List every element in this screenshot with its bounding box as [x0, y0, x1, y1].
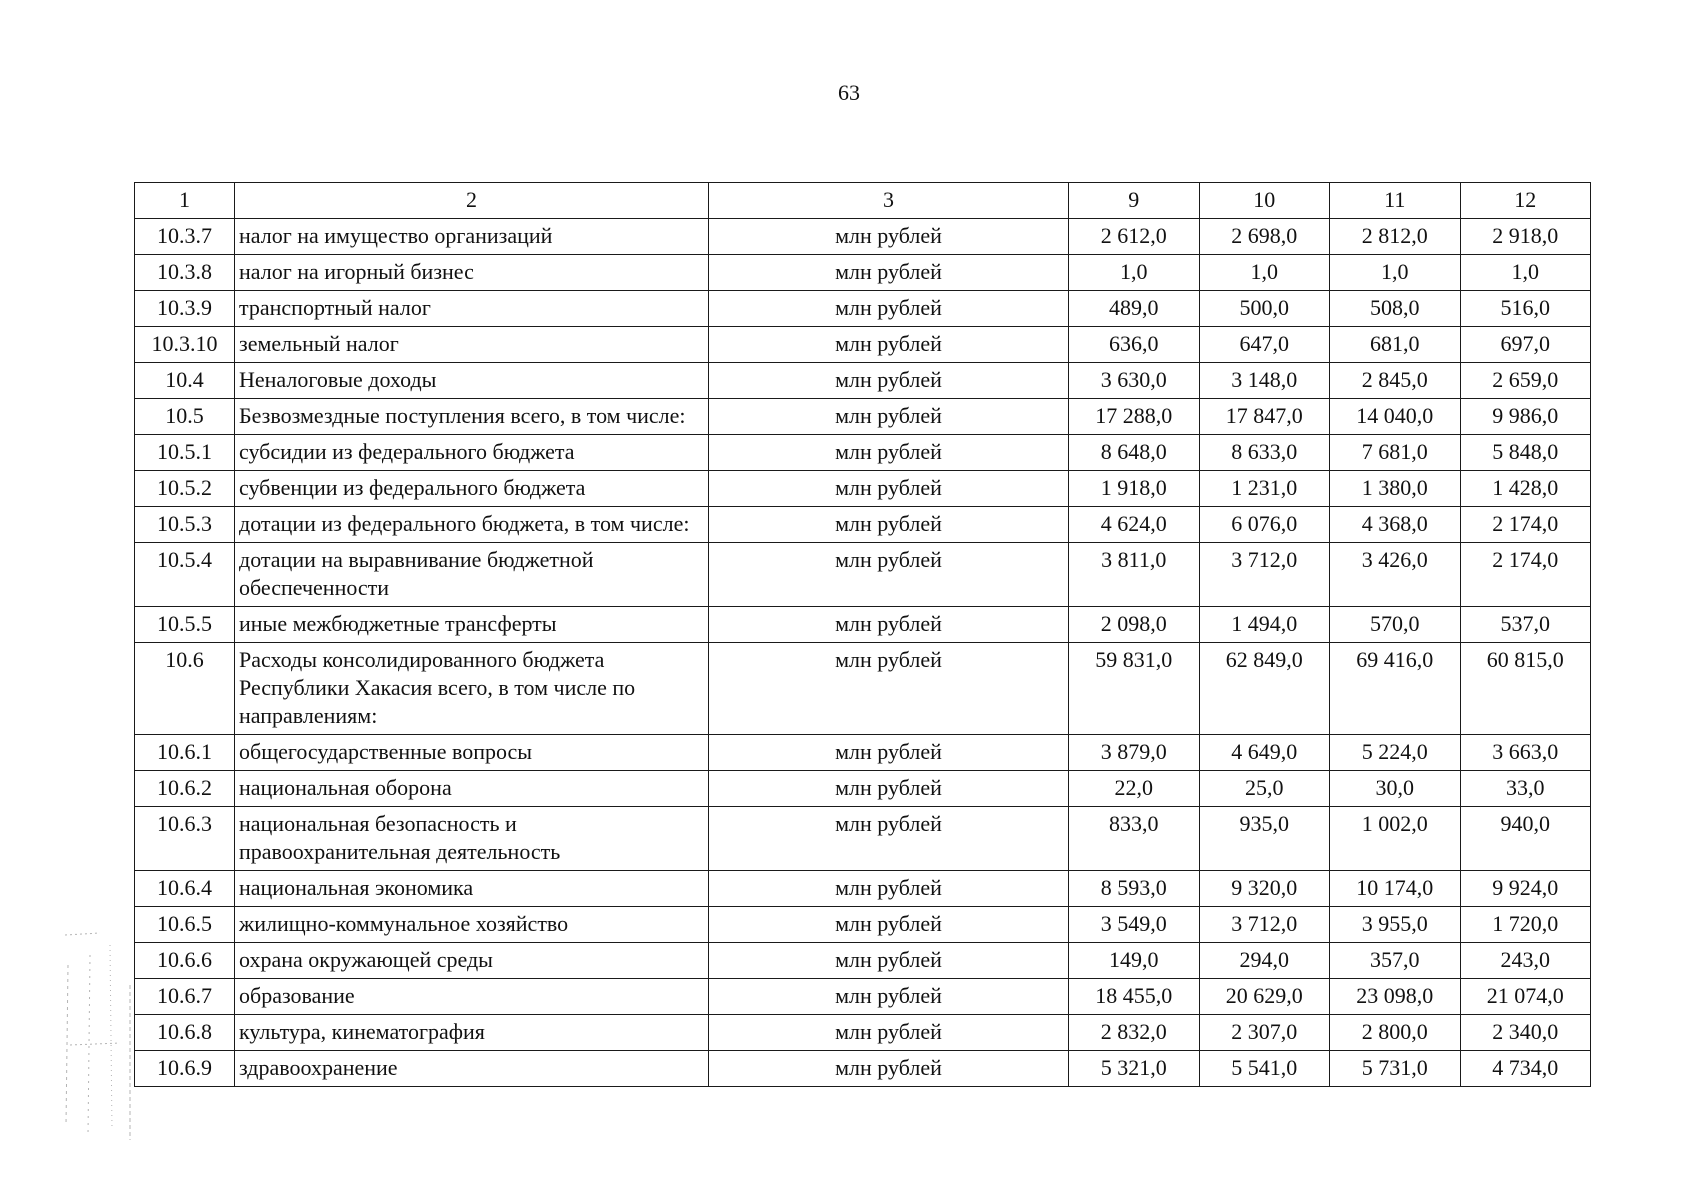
value-col-10-cell: 62 849,0 [1199, 643, 1330, 735]
value-col-9-cell: 489,0 [1069, 291, 1200, 327]
row-number-cell: 10.6.3 [135, 807, 235, 871]
value-col-11-cell: 508,0 [1330, 291, 1461, 327]
row-name-cell: иные межбюджетные трансферты [235, 607, 709, 643]
row-number-cell: 10.5 [135, 399, 235, 435]
value-col-10-cell: 2 307,0 [1199, 1015, 1330, 1051]
value-col-11-cell: 2 845,0 [1330, 363, 1461, 399]
value-col-10-cell: 9 320,0 [1199, 871, 1330, 907]
table-row [135, 543, 1591, 607]
value-col-10-cell: 25,0 [1199, 771, 1330, 807]
row-number-cell: 10.6.1 [135, 735, 235, 771]
row-unit-cell: млн рублей [709, 255, 1069, 291]
table-row [135, 771, 1591, 807]
value-col-11-cell: 14 040,0 [1330, 399, 1461, 435]
row-name-cell: субвенции из федерального бюджета [235, 471, 709, 507]
value-col-9-cell: 4 624,0 [1069, 507, 1200, 543]
value-col-10-cell: 5 541,0 [1199, 1051, 1330, 1087]
value-col-11-cell: 1 380,0 [1330, 471, 1461, 507]
value-col-12-cell: 21 074,0 [1460, 979, 1591, 1015]
value-col-11-cell: 30,0 [1330, 771, 1461, 807]
row-unit-cell: млн рублей [709, 607, 1069, 643]
value-col-12-cell: 243,0 [1460, 943, 1591, 979]
value-col-9-cell: 833,0 [1069, 807, 1200, 871]
row-name-cell: дотации на выравнивание бюджетной обеспеченности [235, 543, 709, 607]
value-col-11-cell: 69 416,0 [1330, 643, 1461, 735]
value-col-11-cell: 10 174,0 [1330, 871, 1461, 907]
value-col-10-cell: 3 148,0 [1199, 363, 1330, 399]
value-col-9-cell: 3 879,0 [1069, 735, 1200, 771]
row-unit-cell: млн рублей [709, 643, 1069, 735]
value-col-12-cell: 3 663,0 [1460, 735, 1591, 771]
header-col-10: 10 [1199, 183, 1330, 219]
value-col-12-cell: 697,0 [1460, 327, 1591, 363]
value-col-11-cell: 2 812,0 [1330, 219, 1461, 255]
row-unit-cell: млн рублей [709, 327, 1069, 363]
table-body [135, 219, 1591, 1087]
value-col-9-cell: 8 593,0 [1069, 871, 1200, 907]
row-unit-cell: млн рублей [709, 735, 1069, 771]
value-col-11-cell: 3 955,0 [1330, 907, 1461, 943]
row-name-cell: образование [235, 979, 709, 1015]
value-col-9-cell: 1 918,0 [1069, 471, 1200, 507]
value-col-12-cell: 2 174,0 [1460, 507, 1591, 543]
row-unit-cell: млн рублей [709, 219, 1069, 255]
value-col-12-cell: 1 720,0 [1460, 907, 1591, 943]
table-row [135, 507, 1591, 543]
table-row [135, 219, 1591, 255]
value-col-12-cell: 60 815,0 [1460, 643, 1591, 735]
header-col-3: 3 [709, 183, 1069, 219]
row-name-cell: налог на имущество организаций [235, 219, 709, 255]
value-col-12-cell: 516,0 [1460, 291, 1591, 327]
table-row [135, 327, 1591, 363]
value-col-12-cell: 4 734,0 [1460, 1051, 1591, 1087]
value-col-11-cell: 570,0 [1330, 607, 1461, 643]
value-col-12-cell: 2 340,0 [1460, 1015, 1591, 1051]
row-name-cell: Безвозмездные поступления всего, в том числе: [235, 399, 709, 435]
row-unit-cell: млн рублей [709, 1015, 1069, 1051]
row-unit-cell: млн рублей [709, 871, 1069, 907]
row-unit-cell: млн рублей [709, 435, 1069, 471]
value-col-10-cell: 1 494,0 [1199, 607, 1330, 643]
table-row [135, 399, 1591, 435]
value-col-9-cell: 5 321,0 [1069, 1051, 1200, 1087]
header-col-9: 9 [1069, 183, 1200, 219]
row-name-cell: культура, кинематография [235, 1015, 709, 1051]
value-col-9-cell: 2 832,0 [1069, 1015, 1200, 1051]
value-col-10-cell: 647,0 [1199, 327, 1330, 363]
row-name-cell: земельный налог [235, 327, 709, 363]
row-unit-cell: млн рублей [709, 363, 1069, 399]
value-col-10-cell: 2 698,0 [1199, 219, 1330, 255]
row-name-cell: Расходы консолидированного бюджета Республики Хакасия всего, в том числе по направлениям: [235, 643, 709, 735]
value-col-10-cell: 1,0 [1199, 255, 1330, 291]
row-number-cell: 10.6.8 [135, 1015, 235, 1051]
value-col-9-cell: 59 831,0 [1069, 643, 1200, 735]
header-col-2: 2 [235, 183, 709, 219]
row-name-cell: охрана окружающей среды [235, 943, 709, 979]
row-unit-cell: млн рублей [709, 943, 1069, 979]
value-col-12-cell: 1 428,0 [1460, 471, 1591, 507]
value-col-10-cell: 8 633,0 [1199, 435, 1330, 471]
value-col-10-cell: 17 847,0 [1199, 399, 1330, 435]
row-number-cell: 10.6.7 [135, 979, 235, 1015]
row-name-cell: дотации из федерального бюджета, в том числе: [235, 507, 709, 543]
row-name-cell: общегосударственные вопросы [235, 735, 709, 771]
value-col-12-cell: 940,0 [1460, 807, 1591, 871]
value-col-11-cell: 681,0 [1330, 327, 1461, 363]
row-number-cell: 10.3.8 [135, 255, 235, 291]
table-row [135, 435, 1591, 471]
value-col-10-cell: 1 231,0 [1199, 471, 1330, 507]
value-col-10-cell: 6 076,0 [1199, 507, 1330, 543]
budget-table [134, 182, 1591, 1087]
value-col-9-cell: 1,0 [1069, 255, 1200, 291]
row-unit-cell: млн рублей [709, 291, 1069, 327]
table-row [135, 643, 1591, 735]
value-col-11-cell: 2 800,0 [1330, 1015, 1461, 1051]
table-row [135, 735, 1591, 771]
table-row [135, 1051, 1591, 1087]
value-col-9-cell: 8 648,0 [1069, 435, 1200, 471]
table-row [135, 871, 1591, 907]
row-number-cell: 10.6 [135, 643, 235, 735]
row-number-cell: 10.6.5 [135, 907, 235, 943]
row-number-cell: 10.4 [135, 363, 235, 399]
value-col-11-cell: 1,0 [1330, 255, 1461, 291]
table-row [135, 255, 1591, 291]
table-header [135, 183, 1591, 219]
value-col-10-cell: 3 712,0 [1199, 543, 1330, 607]
scan-artifact-marks [60, 925, 140, 1145]
value-col-11-cell: 5 224,0 [1330, 735, 1461, 771]
value-col-10-cell: 294,0 [1199, 943, 1330, 979]
row-number-cell: 10.5.4 [135, 543, 235, 607]
table-row [135, 807, 1591, 871]
value-col-9-cell: 18 455,0 [1069, 979, 1200, 1015]
value-col-12-cell: 9 924,0 [1460, 871, 1591, 907]
table-row [135, 943, 1591, 979]
value-col-12-cell: 2 174,0 [1460, 543, 1591, 607]
page-number: 63 [838, 80, 860, 105]
value-col-12-cell: 537,0 [1460, 607, 1591, 643]
row-number-cell: 10.5.3 [135, 507, 235, 543]
table-row [135, 979, 1591, 1015]
value-col-9-cell: 17 288,0 [1069, 399, 1200, 435]
value-col-9-cell: 3 630,0 [1069, 363, 1200, 399]
header-col-12: 12 [1460, 183, 1591, 219]
value-col-11-cell: 357,0 [1330, 943, 1461, 979]
value-col-10-cell: 935,0 [1199, 807, 1330, 871]
row-unit-cell: млн рублей [709, 543, 1069, 607]
table-row [135, 291, 1591, 327]
budget-table-container [134, 182, 1590, 1087]
value-col-10-cell: 4 649,0 [1199, 735, 1330, 771]
value-col-9-cell: 3 811,0 [1069, 543, 1200, 607]
row-unit-cell: млн рублей [709, 471, 1069, 507]
row-number-cell: 10.3.9 [135, 291, 235, 327]
row-name-cell: национальная оборона [235, 771, 709, 807]
row-name-cell: здравоохранение [235, 1051, 709, 1087]
row-name-cell: национальная экономика [235, 871, 709, 907]
value-col-11-cell: 1 002,0 [1330, 807, 1461, 871]
row-number-cell: 10.5.5 [135, 607, 235, 643]
row-number-cell: 10.6.4 [135, 871, 235, 907]
value-col-10-cell: 3 712,0 [1199, 907, 1330, 943]
row-name-cell: налог на игорный бизнес [235, 255, 709, 291]
row-unit-cell: млн рублей [709, 399, 1069, 435]
row-number-cell: 10.3.7 [135, 219, 235, 255]
value-col-9-cell: 3 549,0 [1069, 907, 1200, 943]
header-row [135, 183, 1591, 219]
value-col-10-cell: 20 629,0 [1199, 979, 1330, 1015]
row-unit-cell: млн рублей [709, 807, 1069, 871]
value-col-11-cell: 3 426,0 [1330, 543, 1461, 607]
value-col-9-cell: 2 098,0 [1069, 607, 1200, 643]
row-number-cell: 10.6.9 [135, 1051, 235, 1087]
value-col-12-cell: 2 659,0 [1460, 363, 1591, 399]
value-col-10-cell: 500,0 [1199, 291, 1330, 327]
table-row [135, 607, 1591, 643]
value-col-9-cell: 149,0 [1069, 943, 1200, 979]
value-col-9-cell: 22,0 [1069, 771, 1200, 807]
row-number-cell: 10.6.2 [135, 771, 235, 807]
row-name-cell: Неналоговые доходы [235, 363, 709, 399]
row-name-cell: субсидии из федерального бюджета [235, 435, 709, 471]
table-row [135, 363, 1591, 399]
row-unit-cell: млн рублей [709, 507, 1069, 543]
row-number-cell: 10.5.1 [135, 435, 235, 471]
header-col-11: 11 [1330, 183, 1461, 219]
row-number-cell: 10.5.2 [135, 471, 235, 507]
value-col-11-cell: 7 681,0 [1330, 435, 1461, 471]
table-row [135, 1015, 1591, 1051]
value-col-12-cell: 5 848,0 [1460, 435, 1591, 471]
value-col-12-cell: 2 918,0 [1460, 219, 1591, 255]
value-col-12-cell: 33,0 [1460, 771, 1591, 807]
value-col-11-cell: 5 731,0 [1330, 1051, 1461, 1087]
row-name-cell: национальная безопасность и правоохранительная деятельность [235, 807, 709, 871]
header-col-1: 1 [135, 183, 235, 219]
row-number-cell: 10.6.6 [135, 943, 235, 979]
table-row [135, 907, 1591, 943]
value-col-9-cell: 636,0 [1069, 327, 1200, 363]
row-unit-cell: млн рублей [709, 907, 1069, 943]
row-unit-cell: млн рублей [709, 771, 1069, 807]
value-col-11-cell: 4 368,0 [1330, 507, 1461, 543]
table-row [135, 471, 1591, 507]
row-name-cell: жилищно-коммунальное хозяйство [235, 907, 709, 943]
value-col-12-cell: 1,0 [1460, 255, 1591, 291]
value-col-11-cell: 23 098,0 [1330, 979, 1461, 1015]
value-col-9-cell: 2 612,0 [1069, 219, 1200, 255]
row-unit-cell: млн рублей [709, 1051, 1069, 1087]
row-unit-cell: млн рублей [709, 979, 1069, 1015]
value-col-12-cell: 9 986,0 [1460, 399, 1591, 435]
row-name-cell: транспортный налог [235, 291, 709, 327]
row-number-cell: 10.3.10 [135, 327, 235, 363]
